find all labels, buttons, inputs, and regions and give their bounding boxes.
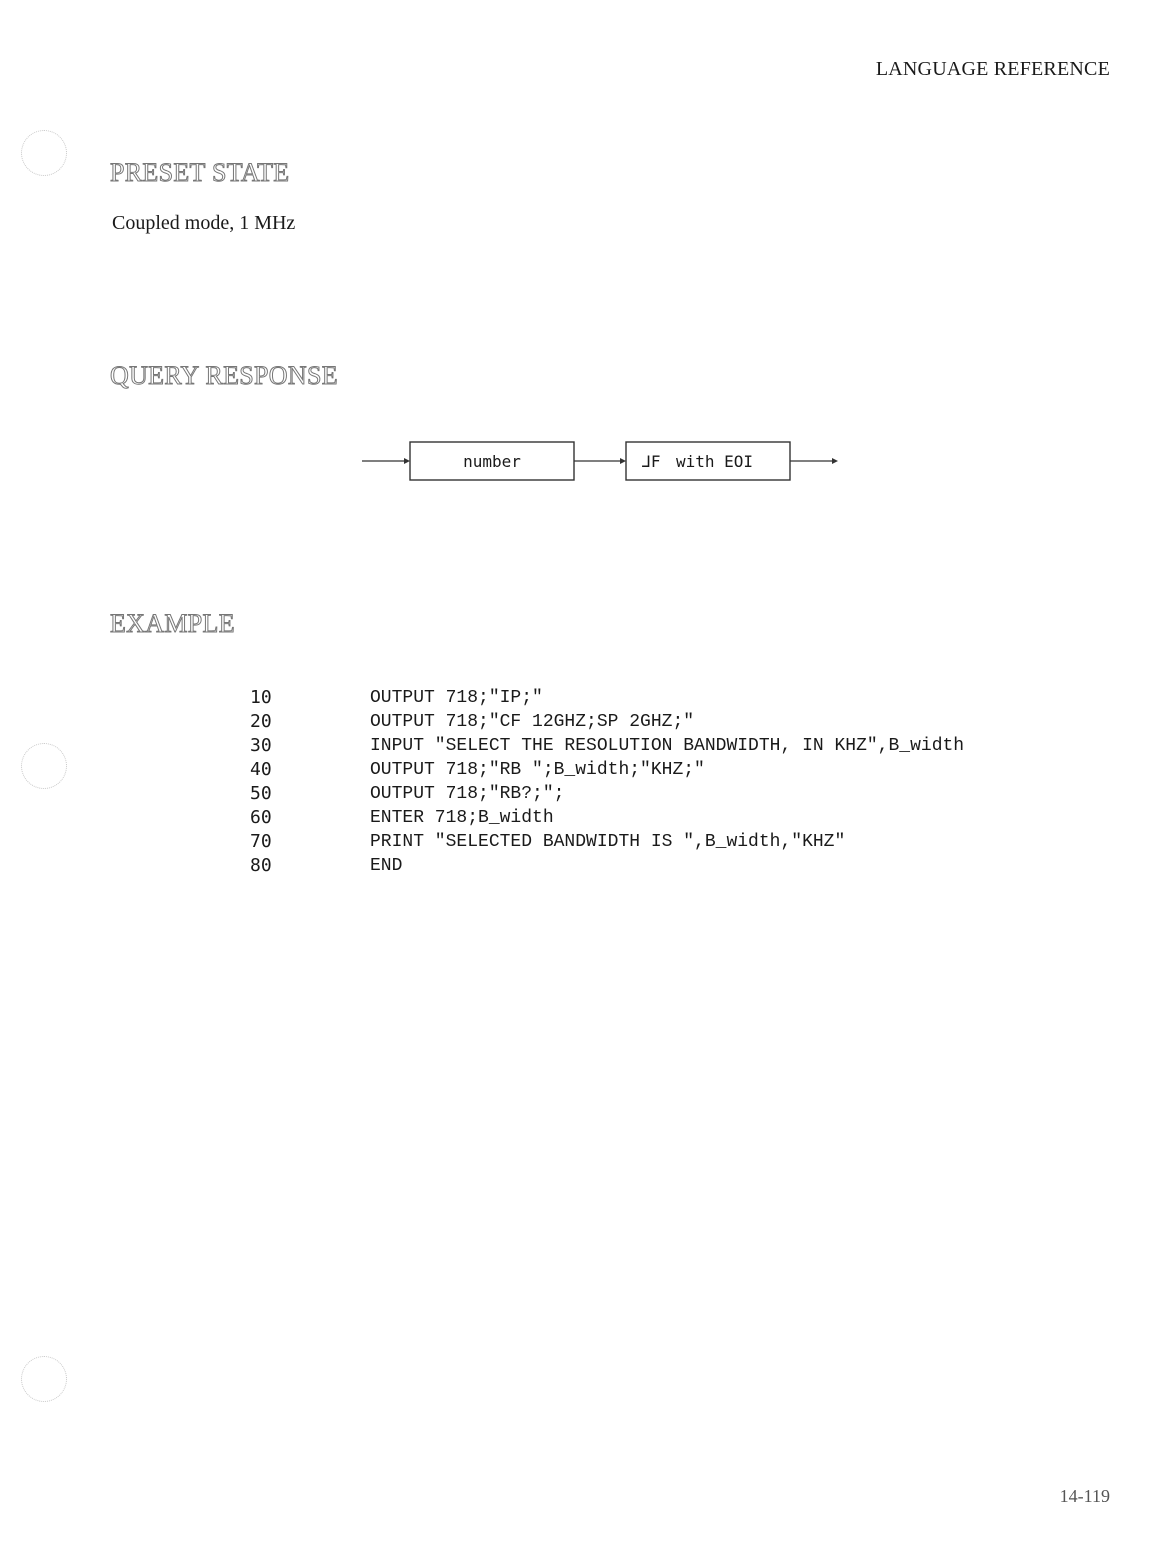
line-statement: PRINT "SELECTED BANDWIDTH IS ",B_width,"KHZ" — [370, 832, 846, 852]
code-line — [250, 830, 964, 854]
query-response-syntax-diagram — [360, 438, 850, 486]
preset-state-heading: PRESET STATE — [110, 158, 290, 187]
code-line — [250, 854, 964, 878]
diagram-arrowhead — [404, 458, 410, 464]
line-number: 10 — [250, 687, 272, 708]
preset-state-text: Coupled mode, 1 MHz — [112, 212, 296, 234]
line-number: 60 — [250, 807, 272, 828]
line-statement: OUTPUT 718;"IP;" — [370, 688, 543, 708]
example-code-listing — [250, 686, 964, 878]
line-statement: INPUT "SELECT THE RESOLUTION BANDWIDTH, IN KHZ",B_width — [370, 736, 965, 756]
page-number: 14-119 — [1059, 1486, 1110, 1506]
example-heading: EXAMPLE — [110, 609, 235, 638]
punch-hole — [21, 1356, 67, 1402]
line-statement: OUTPUT 718;"CF 12GHZ;SP 2GHZ;" — [370, 712, 695, 732]
code-line — [250, 758, 964, 782]
punch-hole — [21, 130, 67, 176]
punch-hole — [21, 743, 67, 789]
code-line — [250, 734, 964, 758]
query-response-heading: QUERY RESPONSE — [110, 361, 338, 390]
diagram-lf-symbol: ⅃F — [642, 452, 661, 471]
line-number: 20 — [250, 711, 272, 732]
line-statement: OUTPUT 718;"RB ";B_width;"KHZ;" — [370, 760, 705, 780]
code-line — [250, 710, 964, 734]
diagram-box-number-label: number — [463, 452, 521, 471]
line-statement: OUTPUT 718;"RB?;"; — [370, 784, 565, 804]
line-number: 80 — [250, 855, 272, 876]
line-statement: ENTER 718;B_width — [370, 808, 554, 828]
line-number: 70 — [250, 831, 272, 852]
code-line — [250, 686, 964, 710]
line-number: 40 — [250, 759, 272, 780]
line-number: 50 — [250, 783, 272, 804]
line-statement: END — [370, 856, 403, 876]
code-line — [250, 782, 964, 806]
line-number: 30 — [250, 735, 272, 756]
code-line — [250, 806, 964, 830]
diagram-arrowhead — [620, 458, 626, 464]
diagram-arrowhead — [832, 458, 838, 464]
running-header: LANGUAGE REFERENCE — [875, 58, 1110, 80]
diagram-box-lf-eoi-label: with EOI — [676, 452, 754, 471]
